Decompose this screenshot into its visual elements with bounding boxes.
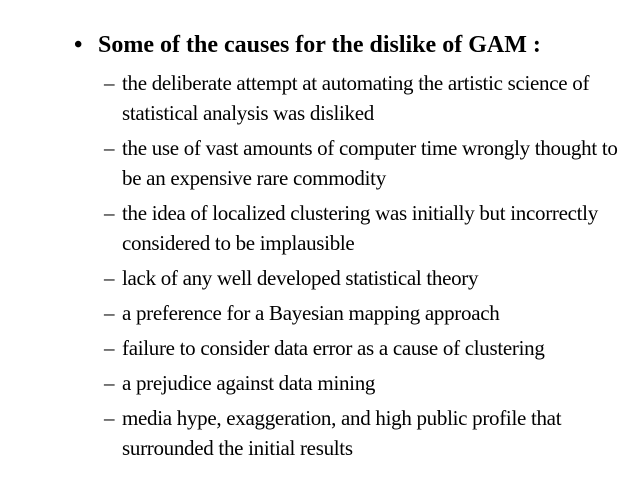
list-item-text: the deliberate attempt at automating the artistic science of statistical analysis was disliked: [122, 71, 590, 125]
dash-icon: –: [104, 136, 115, 160]
dash-icon: –: [104, 336, 115, 360]
list-item: [104, 198, 624, 258]
bullet-icon: •: [74, 32, 83, 58]
dash-icon: –: [104, 71, 115, 95]
dash-icon: –: [104, 201, 115, 225]
list-item-text: failure to consider data error as a cause of clustering: [122, 336, 545, 360]
list-item: [104, 298, 624, 328]
list-item: [104, 368, 624, 398]
list-item: [104, 133, 624, 193]
list-item-text: media hype, exaggeration, and high public profile that surrounded the initial results: [122, 406, 562, 460]
dash-icon: –: [104, 301, 115, 325]
list-item: [104, 68, 624, 128]
dash-icon: –: [104, 266, 115, 290]
dash-icon: –: [104, 406, 115, 430]
list-item: [104, 263, 624, 293]
list-item-text: lack of any well developed statistical theory: [122, 266, 479, 290]
cause-list: [104, 68, 624, 468]
slide-heading: [74, 30, 614, 60]
list-item-text: the use of vast amounts of computer time wrongly thought to be an expensive rare commodity: [122, 136, 618, 190]
dash-icon: –: [104, 371, 115, 395]
list-item: [104, 333, 624, 363]
heading-text: Some of the causes for the dislike of GAM :: [98, 32, 541, 58]
list-item-text: the idea of localized clustering was initially but incorrectly considered to be implausible: [122, 201, 598, 255]
list-item: [104, 403, 624, 463]
list-item-text: a preference for a Bayesian mapping approach: [122, 301, 500, 325]
list-item-text: a prejudice against data mining: [122, 371, 376, 395]
